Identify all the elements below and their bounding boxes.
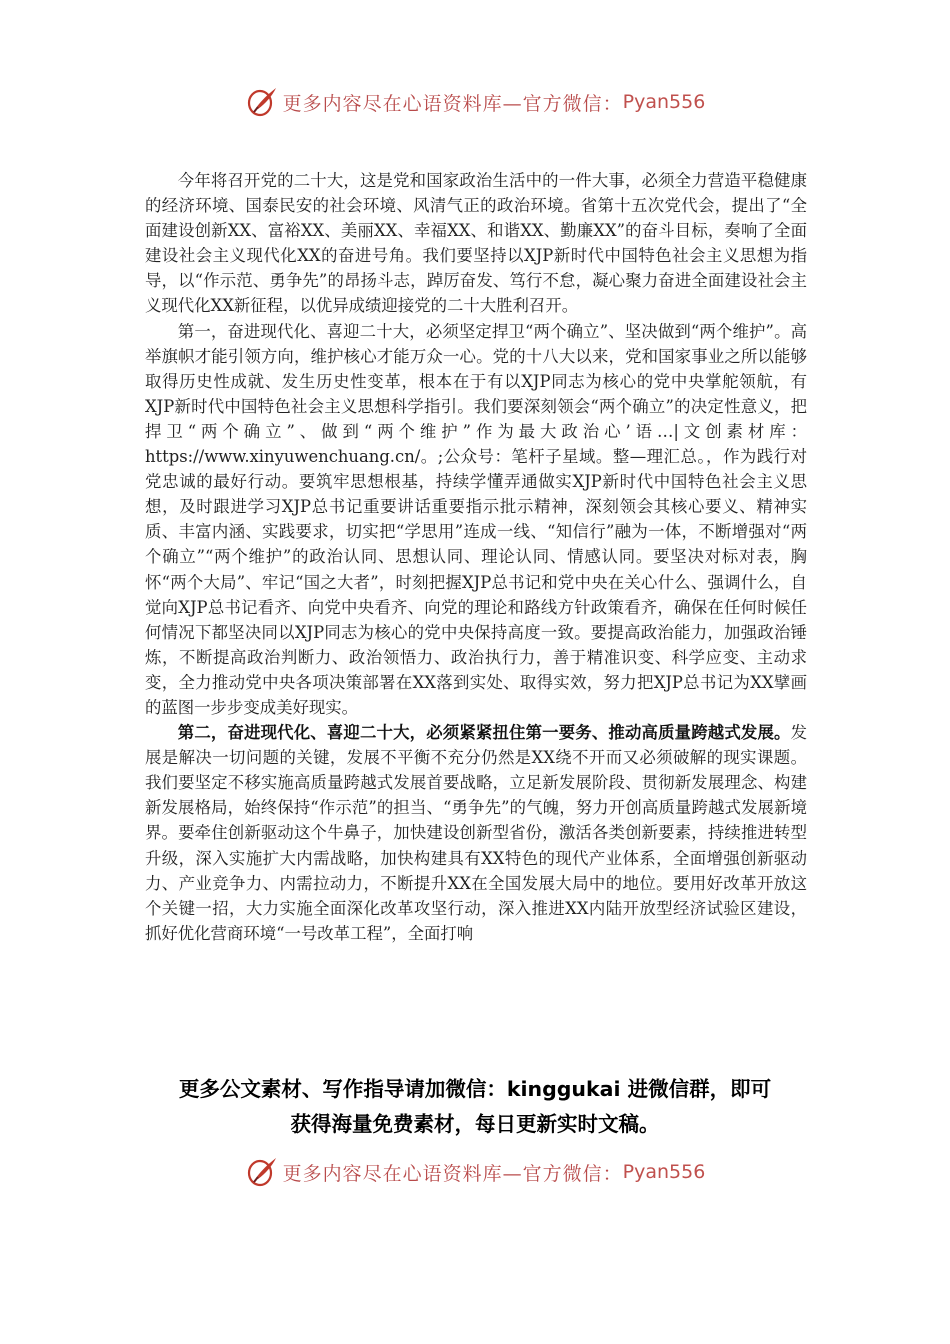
article-body (145, 168, 807, 946)
header-banner-handle: Pyan556 (622, 91, 706, 113)
paragraph-text: 发展是解决一切问题的关键，发展不平衡不充分仍然是XX绕不开而又必须破解的现实课题。我们要坚定不移实施高质量跨越式发展首要战略，立足新发展阶段、贯彻新发展理念、构建新发展格局，始终保持“作示范”的担当、“勇争先”的气魄，努力开创高质量跨越式发展新境界。要牵住创新驱动这个牛鼻子，加快建设创新型省份，激活各类创新要素，持续推进转型升级，深入实施扩大内需战略，加快构建具有XX特色的现代产业体系，全面增强创新驱动力、产业竞争力、内需拉动力，不断提升XX在全国发展大局中的地位。要用好改革开放这个关键一招，大力实施全面深化改革攻坚行动，深入推进XX内陆开放型经济试验区建设，抓好优化营商环境“一号改革工程”，全面打响 (145, 723, 807, 943)
quill-logo-icon (245, 85, 279, 119)
quill-logo-icon (245, 1155, 279, 1189)
footer-banner-handle: Pyan556 (622, 1161, 706, 1183)
footer-banner (0, 1152, 950, 1192)
header-banner-text: 更多内容尽在心语资料库—官方微信： (282, 92, 623, 115)
header-banner (0, 82, 950, 122)
promo-notice (100, 1072, 850, 1142)
paragraph-lead-heading: 第二，奋进现代化、喜迎二十大，必须紧紧扭住第一要务、推动高质量跨越式发展。 (177, 723, 791, 743)
promo-line-2: 获得海量免费素材，每日更新实时文稿。 (290, 1112, 660, 1136)
paragraph-first-point (145, 319, 807, 721)
paragraph-text: 第一，奋进现代化、喜迎二十大，必须坚定捍卫“两个确立”、坚决做到“两个维护”。高举旗帜才能引领方向，维护核心才能万众一心。党的十八大以来，党和国家事业之所以能够取得历史性成就、发生历史性变革，根本在于有以XJP同志为核心的党中央掌舵领航，有XJP新时代中国特色社会主义思想科学指引。我们要深刻领会“两个确立”的决定性意义，把捍卫“两个确立”、做到“两个维护”作为最大政治心’语…|文创素材库：https://www.xinyuwenchuang.cn/。;公众号：笔杆子星域。整—理汇总。，作为践行对党忠诚的最好行动。要筑牢思想根基，持续学懂弄通做实XJP新时代中国特色社会主义思想，及时跟进学习XJP总书记重要讲话重要指示批示精神，深刻领会其核心要义、精神实质、丰富内涵、实践要求，切实把“学思用”连成一线、“知信行”融为一体，不断增强对“两个确立”“两个维护”的政治认同、思想认同、理论认同、情感认同。要坚决对标对表，胸怀“两个大局”、牢记“国之大者”，时刻把握XJP总书记和党中央在关心什么、强调什么，自觉向XJP总书记看齐、向党中央看齐、向党的理论和路线方针政策看齐，确保在任何时候任何情况下都坚决同以XJP同志为核心的党中央保持高度一致。要提高政治能力，加强政治锤炼，不断提高政治判断力、政治领悟力、政治执行力，善于精准识变、科学应变、主动求变，全力推动党中央各项决策部署在XX落到实处、取得实效，努力把XJP总书记为XX擘画的蓝图一步步变成美好现实。 (145, 321, 807, 717)
paragraph-second-point (145, 720, 807, 946)
paragraph-text: 今年将召开党的二十大，这是党和国家政治生活中的一件大事，必须全力营造平稳健康的经济环境、国泰民安的社会环境、风清气正的政治环境。省第十五次党代会，提出了“全面建设创新XX、富裕XX、美丽XX、幸福XX、和谐XX、勤廉XX”的奋斗目标，奏响了全面建设社会主义现代化XX的奋进号角。我们要坚持以XJP新时代中国特色社会主义思想为指导，以“作示范、勇争先”的昂扬斗志，踔厉奋发、笃行不怠，凝心聚力奋进全面建设社会主义现代化XX新征程，以优异成绩迎接党的二十大胜利召开。 (145, 171, 807, 316)
promo-line-1: 更多公文素材、写作指导请加微信：kinggukai 进微信群，即可 (178, 1077, 772, 1101)
footer-banner-text: 更多内容尽在心语资料库—官方微信： (282, 1162, 623, 1185)
paragraph-intro (145, 168, 807, 319)
